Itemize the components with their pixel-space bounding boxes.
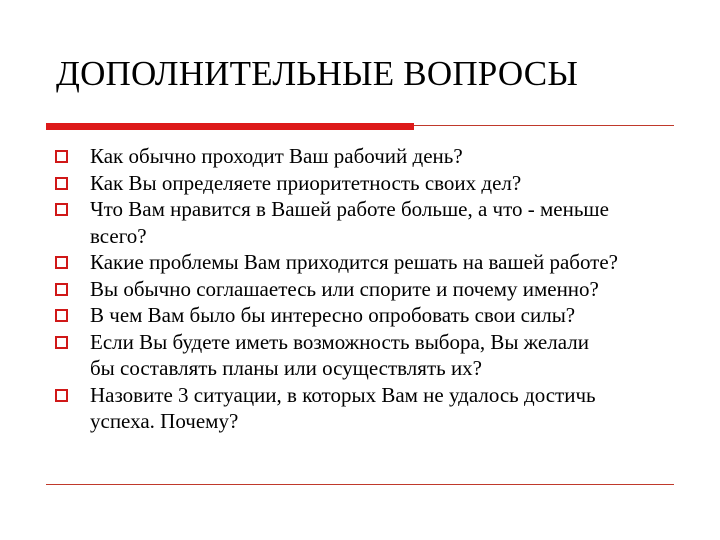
question-text: Если Вы будете иметь возможность выбора, Вы желали бы составлять планы или осуществлять их? (90, 329, 589, 380)
slide-title: ДОПОЛНИТЕЛЬНЫЕ ВОПРОСЫ (56, 54, 579, 93)
question-text: Как обычно проходит Ваш рабочий день? (90, 144, 463, 168)
list-item (54, 382, 684, 435)
question-text: Вы обычно соглашаетесь или спорите и почему именно? (90, 276, 599, 301)
question-text: Какие проблемы Вам приходится решать на вашей работе? (90, 250, 619, 274)
hollow-square-bullet-icon (55, 150, 68, 163)
title-accent-bar (46, 123, 414, 130)
bottom-divider-line (46, 484, 674, 485)
list-item (54, 170, 684, 197)
list-item (54, 302, 684, 329)
hollow-square-bullet-icon (55, 256, 68, 269)
question-list (54, 143, 684, 435)
hollow-square-bullet-icon (55, 177, 68, 190)
list-item (54, 276, 684, 303)
hollow-square-bullet-icon (55, 389, 68, 402)
list-item (54, 143, 684, 170)
hollow-square-bullet-icon (55, 336, 68, 349)
hollow-square-bullet-icon (55, 309, 68, 322)
question-text: Назовите 3 ситуации, в которых Вам не удалось достичь успеха. Почему? (90, 382, 596, 433)
list-item (54, 196, 684, 249)
question-text: Что Вам нравится в Вашей работе больше, а что - меньше всего? (90, 197, 609, 248)
question-text: Как Вы определяете приоритетность своих дел? (90, 170, 522, 195)
hollow-square-bullet-icon (55, 283, 68, 296)
hollow-square-bullet-icon (55, 203, 68, 216)
list-item (54, 249, 684, 276)
question-text: В чем Вам было бы интересно опробовать свои силы? (90, 303, 576, 327)
list-item (54, 329, 684, 382)
